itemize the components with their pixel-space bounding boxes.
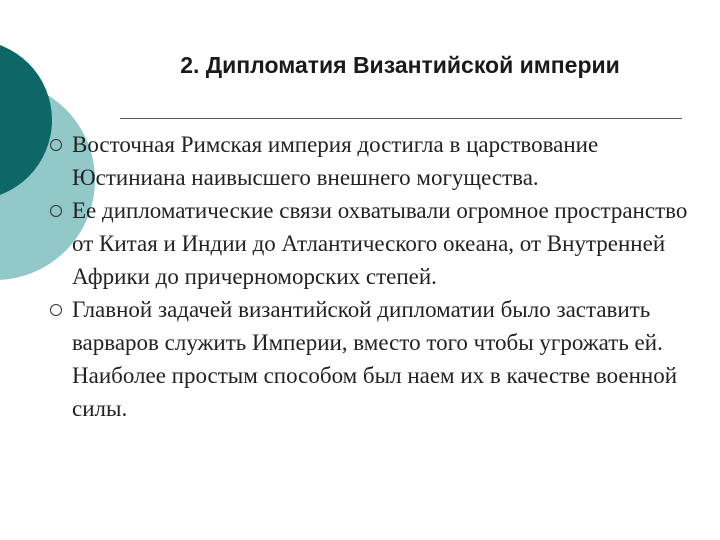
bullet-item-2 xyxy=(48,194,712,293)
title-divider xyxy=(120,118,682,119)
bullet-list xyxy=(48,128,712,425)
bullet-text: Ее дипломатические связи охватывали огромное пространство от Китая и Индии до Атлантического океана, от Внутренней Африки до причерноморских степей. xyxy=(72,198,688,289)
hollow-circle-icon xyxy=(50,205,62,217)
slide-title: 2. Дипломатия Византийской империи xyxy=(180,52,620,78)
bullet-text: Главной задачей византийской дипломатии было заставить варваров служить Империи, вместо того чтобы угрожать ей. Наиболее простым способом был наем их в качестве военной силы. xyxy=(72,297,678,421)
hollow-circle-icon xyxy=(50,304,62,316)
hollow-circle-icon xyxy=(50,139,62,151)
bullet-item-3 xyxy=(48,293,712,425)
bullet-item-1 xyxy=(48,128,712,194)
bullet-text: Восточная Римская империя достигла в царствование Юстиниана наивысшего внешнего могущества. xyxy=(72,132,599,190)
